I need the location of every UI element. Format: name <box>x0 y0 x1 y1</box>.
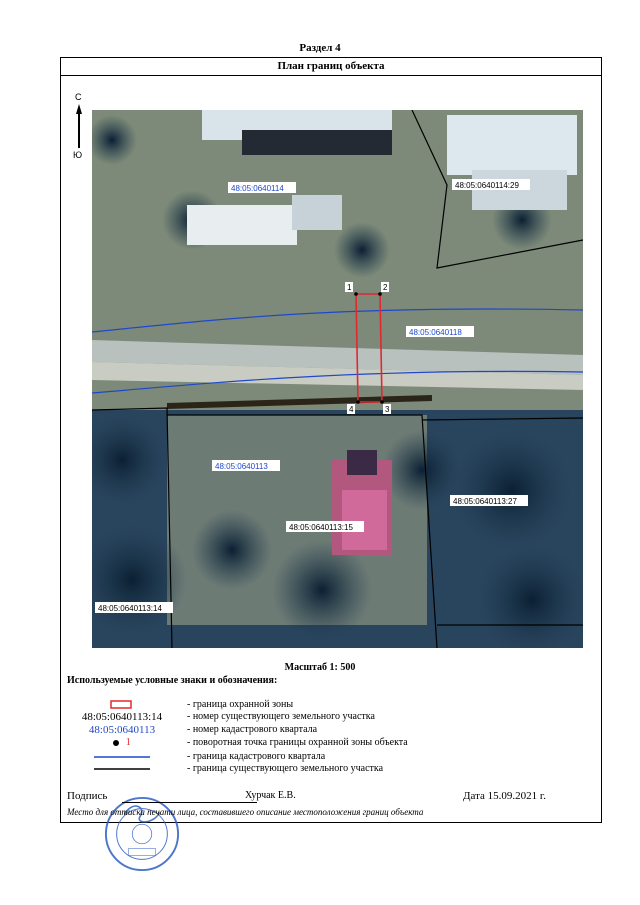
document-date: Дата 15.09.2021 г. <box>463 790 546 802</box>
point-label-3: 3 <box>385 405 390 414</box>
legend-item-parcel-number <box>67 711 587 725</box>
legend-item-turn-point <box>67 737 587 751</box>
point-label-4: 4 <box>349 405 354 414</box>
map-image <box>92 110 583 648</box>
section-title: Раздел 4 <box>299 42 341 54</box>
signature-label: Подпись <box>67 790 108 802</box>
quarter-label-0640114: 48:05:0640114 <box>231 184 284 193</box>
legend-point-number: 1 <box>125 737 131 748</box>
stamp-place-note: Место для оттиска печати лица, составившего описание местоположения границ объекта <box>67 807 424 817</box>
legend-item-quarter-number <box>67 724 587 738</box>
south-label: Ю <box>73 150 83 160</box>
legend-desc-zone: - граница охранной зоны <box>187 699 294 710</box>
scale-text: Масштаб 1: 500 <box>284 662 356 673</box>
parcel-label-0640114-29: 48:05:0640114:29 <box>455 181 519 190</box>
legend-desc-quarter-number: - номер кадастрового квартала <box>187 724 318 735</box>
legend-symbol-parcel-boundary <box>67 763 177 774</box>
point-label-1: 1 <box>347 283 352 292</box>
north-arrow <box>70 92 90 162</box>
legend-symbol-turn-point <box>67 737 177 748</box>
signature-line <box>122 802 257 803</box>
legend-symbol-zone <box>67 699 177 710</box>
quarter-label-0640113: 48:05:0640113 <box>215 462 268 471</box>
legend-desc-turn-point: - поворотная точка границы охранной зоны объекта <box>187 737 408 748</box>
legend-title: Используемые условные знаки и обозначения: <box>67 675 278 686</box>
point-label-2: 2 <box>383 283 388 292</box>
legend-symbol-quarter-boundary <box>67 751 177 762</box>
point-dot-icon <box>113 740 119 746</box>
parcel-label-0640113-14: 48:05:0640113:14 <box>98 604 162 613</box>
plan-title: План границ объекта <box>60 57 602 76</box>
parcel-label-0640113-27: 48:05:0640113:27 <box>453 497 517 506</box>
parcel-label-0640113-15: 48:05:0640113:15 <box>289 523 353 532</box>
legend-desc-parcel-boundary: - граница существующего земельного участка <box>187 763 384 774</box>
legend-item-parcel-boundary <box>67 763 587 777</box>
legend-symbol-parcel-number: 48:05:0640113:14 <box>81 711 163 723</box>
north-label: С <box>75 92 82 102</box>
quarter-label-0640118: 48:05:0640118 <box>409 328 462 337</box>
legend-desc-quarter-boundary: - граница кадастрового квартала <box>187 751 326 762</box>
legend-symbol-quarter-number: 48:05:0640113 <box>88 724 156 736</box>
legend-desc-parcel-number: - номер существующего земельного участка <box>187 711 375 722</box>
signer-name: Хурчак Е.В. <box>245 790 296 801</box>
